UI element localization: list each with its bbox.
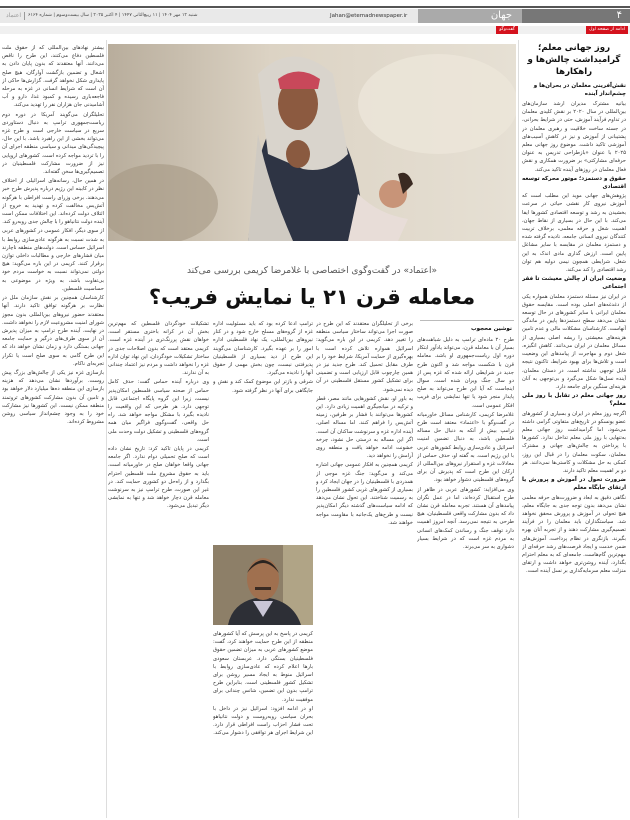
section-email[interactable]: Jahan@etemadnewspaper.ir	[330, 13, 408, 19]
paragraph: وی می‌افزاید: کشورهای عربی در ظاهر از طرح استقبال کرده‌اند، اما در عمل نگران پیامدهای آن هستند. تجربه معامله قرن نشان داد که بدون مشارکت واقعی فلسطینیان، هیچ طرحی به نتیجه نمی‌رسد. آنچه امروز اهمیت دارد توقف جنگ و رساندن کمک‌های انسانی به مردم غزه است که در شرایط بسیار دشواری به سر می‌برند.	[417, 486, 514, 551]
paragraph: به باور او، نقش کشورهایی مانند مصر، قطر و ترکیه در میانجیگری اهمیت زیادی دارد. این کشورها می‌توانند با فشار بر طرفین، زمینه آتش‌بس را فراهم کنند. اما مساله اصلی، آینده اداره غزه و سرنوشت ساکنان آن است. اگر این مساله به درستی حل نشود، چرخه خشونت ادامه خواهد یافت و منطقه روی آرامش را نخواهد دید.	[316, 395, 413, 460]
article-column-3-bottom	[213, 630, 313, 818]
right-column-subtitle: نقش‌آفرینی معلمان در بحران‌ها و چشم‌انداز آینده	[533, 83, 626, 97]
column-divider	[518, 40, 519, 818]
column-divider	[106, 40, 107, 818]
paragraph: تشکیلات خودگردان فلسطین که مهم‌ترین بخش آن در کرانه باختری مستقر است، خواهان نقش پررنگ‌تری در آینده غزه است. کریمی معتقد است که بدون اصلاحات جدی در ساختار تشکیلات خودگردان، این نهاد توان اداره غزه را نخواهد داشت و مردم نیز اعتماد چندانی به آن ندارند.	[108, 321, 209, 377]
article-column-4	[108, 320, 209, 818]
page-number: ۴	[522, 9, 630, 23]
paragraph: پژوهش‌های جهانی موید این مطلب است که آموزش نیروی کار نقشی حیاتی در سرعت بخشیدن به رشد و توسعه اقتصادی کشورها ایفا می‌کند. با این حال در بسیاری از نقاط جهان، اهمیت شغل و حرفه معلمی، برخلاف تربیت کنندگان نیروی انسانی جامعه، نادیده گرفته شده و دستمزد معلمان در مقایسه با سایر مشاغل پایین است. ارزش گذاری مادی اندک به این شغل، شرایطی همچون نیمی دولیه هم توان رشد اقتصادی را کند می‌کند.	[522, 193, 626, 274]
paragraph: کارشناسان همچنین بر نقش سازمان ملل در نظارت بر هرگونه توافق تاکید دارند. آنها معتقدند حضور نیروهای بین‌المللی بدون مجوز شورای امنیت مشروعیت لازم را نخواهد داشت. در نهایت، آینده طرح ترامپ به میزان پذیرش آن از سوی طرف‌های درگیر و حمایت جامعه جهانی بستگی دارد و زمان نشان خواهد داد که این طرح گامی به سوی صلح است یا تکرار تجربه‌ای ناکام.	[2, 295, 104, 367]
paragraph: شرقی و بازتر این موضوع کمک کند و نقش و جایگاهی برای آنها در نظر گرفته شود.	[213, 379, 313, 394]
paragraph: بازسازی غزه نیز یکی از چالش‌های بزرگ پیش روست. برآوردها نشان می‌دهد که هزینه بازسازی این منطقه ده‌ها میلیارد دلار خواهد بود و تامین آن بدون مشارکت کشورهای ثروتمند منطقه ممکن نیست. این کشورها نیز مشارکت خود را به وجود چشم‌انداز سیاسی روشن مشروط کرده‌اند.	[2, 369, 104, 426]
article-column-2	[316, 320, 413, 818]
interviewee-portrait	[213, 545, 313, 625]
paragraph: بیشتر نهادهای بین‌المللی که از حقوق ملت فلسطین دفاع می‌کنند، این طرح را ناقص می‌دانند. آنها معتقدند که بدون پایان دادن به اشغال و تضمین بازگشت آوارگان، هیچ صلح پایداری شکل نخواهد گرفت. گزارش‌ها حاکی از آن است که شرایط انسانی در غزه به مرحله فاجعه‌باری رسیده و کمبود غذا، دارو و آب آشامیدنی جان هزاران نفر را تهدید می‌کند.	[2, 45, 104, 109]
paragraph: برخی از تحلیلگران معتقدند که این طرح در صورت اجرا می‌تواند ساختار سیاسی منطقه را تغییر دهد. کریمی در این باره می‌گوید: اسرائیل همواره تلاش کرده است با بهره‌گیری از حمایت آمریکا، شرایط خود را بر طرف مقابل تحمیل کند. طرح جدید نیز در همین چارچوب قابل ارزیابی است و تضمینی برای تشکیل کشور مستقل فلسطینی در آن دیده نمی‌شود.	[316, 321, 413, 393]
subheading: روز جهانی معلم در تقابل با روز ملی معلم؟	[522, 393, 626, 408]
paragraph: اگرچه روز معلم در ایران و بسیاری از کشورهای عضو یونسکو در تاریخ‌های متفاوتی گرامی داشته می‌شود، اما گرامیداشت روز جهانی معلم به‌تنهایی با روز ملی معلم تداخل ندارد. کشورها با پرداختن به چالش‌های جهانی و مشترک معلمان، سکوت معلمان را در قبال این روز، کمکی به حل مشکلات و کاستی‌ها نمی‌دانند. هر دو بر اهمیت معلم تاکید دارند.	[522, 410, 626, 474]
newspaper-logo: اعتماد	[6, 12, 22, 19]
paragraph: بیانیه مشترک مدیران ارشد سازمان‌های بین‌المللی در سال ۲۰۲۰ بر نقش کلیدی معلمان در تداوم فرآیند آموزش، حتی در شرایط بحرانی، در جسته ساخت خلاقیت و رهبری معلمان در پشتیبانی از آموزش و نیز در کاهش آسیب‌های آموزشی تاکید داشت. موضوع روز جهانی معلم ۲۰۲۵ با عنوان «بازطراحی تدریس به عنوان حرفه‌ای مشارکتی» بر ضرورت همکاری و نقش فعال معلمان در روزهای آینده تاکید می‌کند.	[522, 101, 626, 173]
article-photo	[108, 44, 516, 241]
continued-label: ادامه از صفحه اول	[586, 26, 628, 34]
paragraph: کریمی در پایان تاکید کرد: تاریخ نشان داده است که صلح تحمیلی دوام ندارد. اگر جامعه جهانی واقعا خواهان صلح در خاورمیانه است، باید به حقوق مشروع ملت فلسطین احترام بگذارد و از راه‌حل دو کشوری حمایت کند. در غیر این صورت، طرح ترامپ نیز به سرنوشت معامله قرن دچار خواهد شد و تنها به نمایشی دیگر تبدیل می‌شود.	[108, 446, 209, 510]
author-rule	[420, 320, 514, 321]
interview-label: گفت‌وگو	[496, 26, 518, 34]
subheading: وضعیت ایران از چالش معیشت تا فقر اجتماعی	[522, 276, 626, 291]
paragraph: کریمی همچنین به افکار عمومی جهانی اشاره می‌کند و می‌گوید: جنگ غزه موجی از همدردی با فلسطینیان را در جهان ایجاد کرد و بسیاری از کشورهای غربی کشور فلسطین را به رسمیت شناختند. این تحول نشان می‌دهد که ادامه سیاست‌های گذشته دیگر امکان‌پذیر نیست و طرح‌های یک‌جانبه با مقاومت مواجه خواهند شد.	[316, 462, 413, 526]
section-name: جهان	[418, 9, 522, 23]
header-rule	[0, 6, 630, 8]
portrait-image	[213, 545, 313, 625]
left-column-body	[2, 44, 104, 818]
header-divider	[24, 12, 25, 20]
paragraph: از سوی دیگر، افکار عمومی در کشورهای عربی به شدت نسبت به هرگونه عادی‌سازی روابط با اسرائیل حساس است. دولت‌های منطقه ناچارند میان فشارهای خارجی و مطالبات داخلی توازن برقرار کنند. کریمی در این باره می‌گوید: هیچ دولتی نمی‌تواند نسبت به خواست مردم خود بی‌تفاوت باشد، به ویژه در موضوعی به حساسیت فلسطین.	[2, 228, 104, 292]
article-column-1	[417, 336, 514, 818]
paragraph: در همین حال، رسانه‌های اسرائیلی از اختلاف نظر در کابینه این رژیم درباره پذیرش طرح خبر می‌دهند. برخی وزرای راست افراطی با هرگونه آتش‌بس مخالفت کرده و تهدید به خروج از ائتلاف دولت کرده‌اند. این اختلافات ممکن است آینده دولت نتانیاهو را با چالش جدی روبه‌رو کند.	[2, 178, 104, 226]
article-column-3-top	[213, 320, 313, 542]
article-author: نوشین محجوب	[470, 326, 512, 332]
paragraph: طرح ۲۰ ماده‌ای ترامپ به دلیل شباهت‌های بسیار آن با معامله قرن، می‌تواند یادآور ابتکار دوره اول ریاست‌جمهوری او باشد. معامله قرن با شکست مواجه شد و اکنون طرح جدید در شرایطی ارائه شده که غزه پس از دو سال جنگ ویران شده است. سوال اینجاست که آیا این طرح می‌تواند به صلح پایدار منجر شود یا تنها نمایشی برای فریب افکار عمومی است.	[417, 337, 514, 409]
paragraph: او در ادامه افزود: اسرائیل نیز در داخل با بحران سیاسی روبه‌روست و دولت نتانیاهو تحت فشار احزاب راست افراطی قرار دارد. این شرایط اجرای هر توافقی را دشوار می‌کند.	[213, 705, 313, 737]
label-row	[0, 26, 630, 34]
woman-child-photo	[108, 44, 516, 241]
paragraph: کریمی در پاسخ به این پرسش که آیا کشورهای منطقه از این طرح حمایت خواهند کرد، گفت: موضع کشورهای عربی به میزان تضمین حقوق فلسطینیان بستگی دارد. عربستان سعودی بارها اعلام کرده که عادی‌سازی روابط با اسرائیل منوط به ایجاد مسیر روشن برای تشکیل کشور فلسطینی است. بنابراین طرح ترامپ بدون این تضمین، شانس چندانی برای موفقیت ندارد.	[213, 631, 313, 703]
paragraph: ترامپ ادعا کرده بود که باید مسئولیت اداره غزه از گروه‌های مسلح خارج شود و در کنار نیروهای بین‌المللی، یک نهاد فلسطینی اداره امور را بر عهده بگیرد. کارشناسان می‌گویند این طرح از دید بسیاری از فلسطینیان پذیرفتنی نیست، چون بخش مهمی از حقوق آنها را نادیده می‌گیرد.	[213, 321, 313, 377]
subheading: حقوق و دستمزد؛ موتور محرکه توسعه اقتصادی	[522, 175, 626, 191]
subheading: ضرورت تحول در آموزش و پرورش یا ارتقای جایگاه معلم	[522, 477, 626, 492]
paragraph: تحلیلگران می‌گویند آمریکا در دوره دوم ریاست‌جمهوری ترامپ به دنبال دستاوردی سریع در سیاست خارجی است و طرح غزه می‌تواند بخشی از این راهبرد باشد. با این حال، پیچیدگی‌های میدانی و سیاسی منطقه اجرای آن را با تردید مواجه کرده است. کشورهای اروپایی نیز از ضرورت مشارکت فلسطینیان در تصمیم‌گیری‌ها سخن گفته‌اند.	[2, 111, 104, 176]
article-kicker: «اعتماد» در گفت‌وگوی اختصاصی با غلامرضا کریمی بررسی می‌کند	[186, 266, 438, 276]
paragraph: وی درباره آینده حماس گفت: حذف کامل حماس از صحنه سیاسی فلسطین امکان‌پذیر نیست، زیرا این گروه پایگاه اجتماعی قابل توجهی دارد. هر طرحی که این واقعیت را نادیده بگیرد با مشکل مواجه خواهد شد. راه حل واقعی، گفت‌وگوی فراگیر میان همه گروه‌های فلسطینی و تشکیل دولت وحدت ملی است.	[108, 379, 209, 443]
paragraph: در ایران نیز مسئله دستمزد معلمان همواره یکی از دغدغه‌های اصلی بوده است. مقایسه حقوق معلمان ایرانی با سایر کشورهای در حال توسعه نشان می‌دهد سطح دستمزدها پایین در ماندگی آنهاست. کارشناسان مشکلات مالی و عدم تامین هزینه‌های معیشتی را ریشه اصلی بسیاری از مسائل معلمان در ایران می‌دانند. کاهش انگیزه، شغل دوم و مهاجرت از پیامدهای این وضعیت است و تلاش‌ها برای بهبود شرایط، تاکنون نتیجه قابل توجهی نداشته است. در دستان معلمان، آینده نسل‌ها شکل می‌گیرد و بی‌توجهی به آنان هزینه‌ای سنگین برای جامعه دارد.	[522, 293, 626, 390]
article-headline: معامله قرن ۲۱ یا نمایش فریب؟	[148, 285, 476, 309]
paragraph: نگاهی دقیق به ابعاد و ضرورت‌های حرفه معلمی نشان می‌دهد بدون توجه جدی به جایگاه معلم، هیچ تحولی در آموزش و پرورش محقق نخواهد شد. سیاستگذاران باید معلمان را در فرآیند تصمیم‌گیری مشارکت دهند و از تجربه آنان بهره بگیرند. بازنگری در نظام پرداخت، آموزش‌های ضمن خدمت و ایجاد فرصت‌های رشد حرفه‌ای از مهم‌ترین گام‌هاست. جامعه‌ای که به معلم احترام بگذارد، آینده روشن‌تری خواهد داشت و ارتقای منزلت معلم سرمایه‌گذاری بر نسل آینده است.	[522, 494, 626, 575]
issue-date: شنبه ۱۲ مهر ۱۴۰۴ | ۱۱ ربیع‌الثانی ۱۴۴۷ | ۴ اکتبر ۲۰۲۵ | سال بیست‌وسوم | شماره ۶۱۶۴	[28, 13, 198, 18]
right-column	[522, 42, 626, 818]
right-column-body	[522, 100, 626, 818]
paragraph: غلامرضا کریمی، کارشناس مسائل خاورمیانه در گفت‌وگو با «اعتماد» معتقد است طرح ترامپ بیش از آنکه به دنبال حل مساله فلسطین باشد، به دنبال تضمین امنیت اسرائیل و عادی‌سازی روابط کشورهای عربی با این رژیم است. به گفته او، حذف حماس از معادلات غزه و استقرار نیروهای بین‌المللی از ارکان این طرح است که پذیرش آن برای گروه‌های فلسطینی دشوار خواهد بود.	[417, 411, 514, 484]
right-column-title: روز جهانی معلم؛ گرامیداشت چالش‌ها و راهکارها	[527, 43, 621, 77]
